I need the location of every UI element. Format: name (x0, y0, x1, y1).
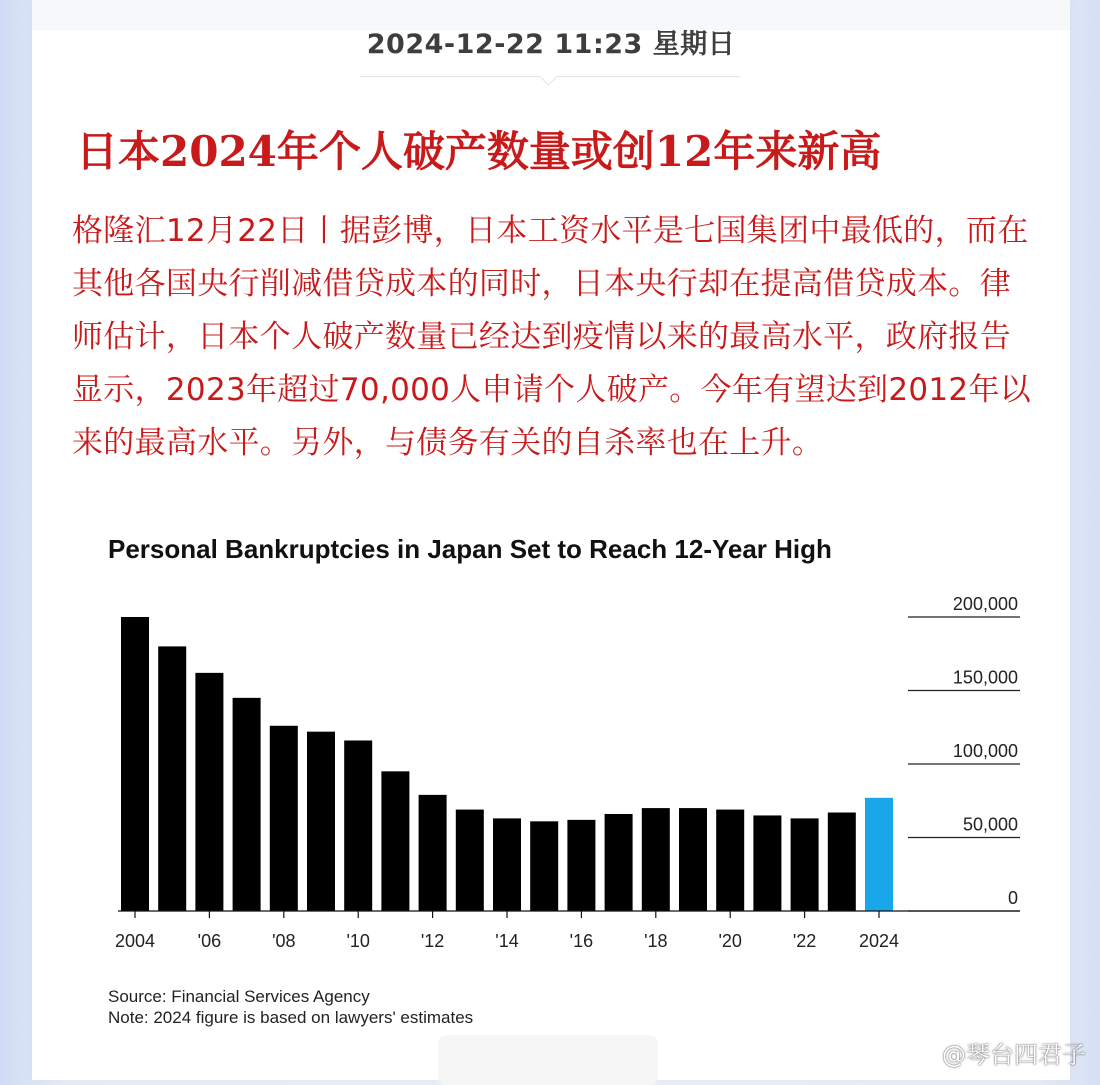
x-tick-label: '10 (346, 931, 370, 951)
x-tick-label: '12 (420, 931, 445, 951)
y-tick-label: 200,000 (952, 594, 1018, 614)
x-tick-label: '08 (272, 931, 296, 951)
x-tick-label: '16 (569, 931, 594, 951)
chart-figure (32, 520, 1070, 1040)
bar (605, 814, 633, 911)
x-tick-label: 2004 (114, 931, 156, 951)
y-tick-label: 50,000 (962, 814, 1018, 835)
bar (344, 740, 372, 911)
watermark-text: @琴台四君子 (942, 1041, 1086, 1069)
bar (456, 810, 484, 911)
post-timestamp: 2024-12-22 11:23 星期日 (366, 29, 736, 60)
bar (493, 818, 521, 911)
bar (679, 808, 707, 911)
weibo-icon (906, 1041, 936, 1065)
bar (530, 821, 558, 911)
x-tick-label: '20 (718, 931, 742, 951)
bar (307, 732, 335, 911)
bar (195, 673, 223, 911)
x-tick-label: '18 (644, 931, 668, 951)
chart-source-note (108, 986, 473, 1028)
bar-chart (32, 520, 1070, 980)
post-card (32, 0, 1070, 1080)
bottom-action-area[interactable] (438, 1035, 658, 1085)
watermark (906, 1035, 1086, 1070)
x-tick-label: 2024 (858, 931, 900, 951)
bar (419, 795, 447, 911)
y-tick-label: 100,000 (952, 741, 1018, 761)
bar (828, 813, 856, 911)
bar (270, 726, 298, 911)
x-tick-label: '22 (792, 931, 817, 951)
bar (158, 646, 186, 911)
bar (381, 771, 409, 911)
timestamp-divider-notch (539, 67, 557, 85)
post-body: 格隆汇12月22日丨据彭博，日本工资水平是七国集团中最低的，而在其他各国央行削减借贷成本的同时，日本央行却在提高借贷成本。律师估计，日本个人破产数量已经达到疫情以来的最高水平，政府报告显示，2023年超过70,000人申请个人破产。今年有望达到2012年以来的最高水平。另外，与债务有关的自杀率也在上升。 (72, 213, 1032, 461)
bar (233, 698, 261, 911)
post-headline: 日本2024年个人破产数量或创12年来新高 (76, 127, 882, 176)
x-tick-label: '14 (495, 931, 519, 951)
y-tick-label: 0 (1007, 888, 1018, 908)
bar (753, 815, 781, 911)
bar-highlight (865, 798, 893, 911)
bar (716, 810, 744, 911)
chart-title: Personal Bankruptcies in Japan Set to Reach 12-Year High (108, 534, 832, 564)
bar (791, 818, 819, 911)
bar (121, 617, 149, 911)
chart-source: Source: Financial Services Agency (108, 987, 370, 1006)
chart-note: Note: 2024 figure is based on lawyers' estimates (108, 1008, 474, 1027)
x-tick-label: '06 (197, 931, 222, 951)
bar (567, 820, 595, 911)
y-tick-label: 150,000 (952, 667, 1018, 688)
bar (642, 808, 670, 911)
